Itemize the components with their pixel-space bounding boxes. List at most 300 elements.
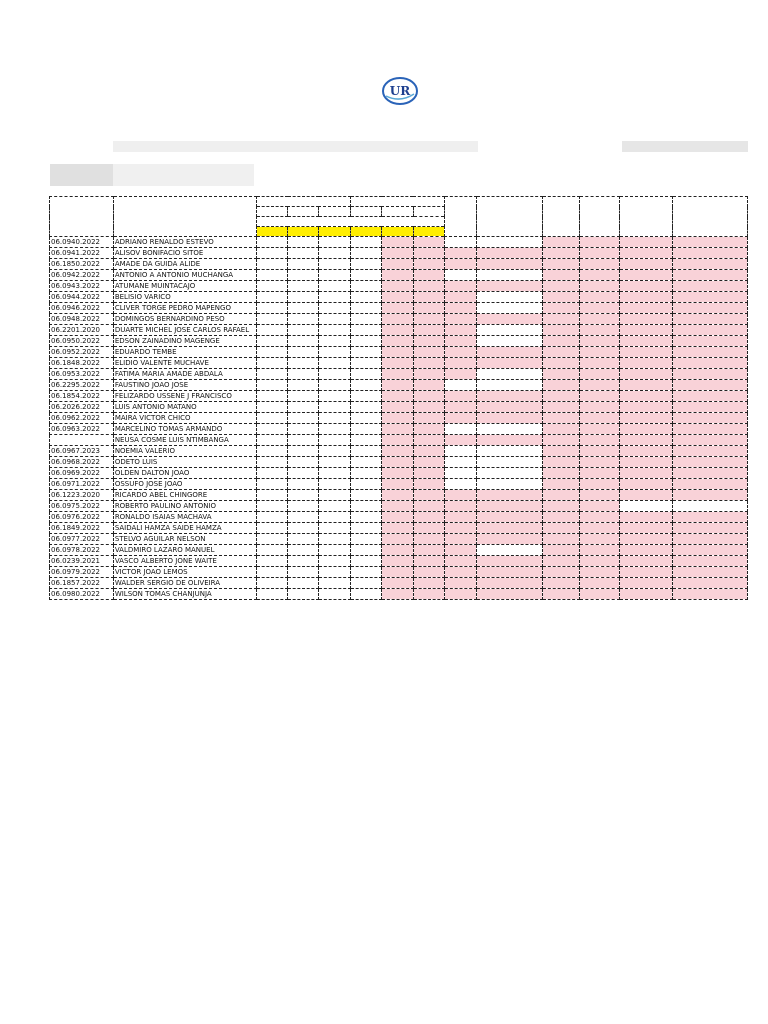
- grade-cell: [477, 490, 543, 501]
- grade-cell: [620, 281, 673, 292]
- grade-cell: [672, 523, 747, 534]
- grade-cell: [620, 237, 673, 248]
- grade-cell: [672, 402, 747, 413]
- student-code: 06.0941.2022: [50, 248, 114, 259]
- grade-cell: [350, 380, 381, 391]
- grade-cell: [579, 446, 620, 457]
- grade-cell: [543, 479, 579, 490]
- grade-cell: [672, 468, 747, 479]
- grade-cell: [288, 369, 319, 380]
- grade-cell: [319, 556, 350, 567]
- title-field: [113, 141, 478, 152]
- grade-cell: [672, 336, 747, 347]
- grade-cell: [477, 534, 543, 545]
- grade-cell: [477, 336, 543, 347]
- student-name: VICTOR JOAO LEMOS: [113, 567, 256, 578]
- grade-cell: [382, 325, 413, 336]
- grade-cell: [256, 336, 287, 347]
- student-row: [50, 424, 748, 435]
- grade-cell: [319, 391, 350, 402]
- grade-cell: [579, 248, 620, 259]
- grade-cell: [579, 303, 620, 314]
- grade-cell: [579, 435, 620, 446]
- grade-cell: [256, 292, 287, 303]
- student-name: SAIDALI HAMZA SAIDE HAMZA: [113, 523, 256, 534]
- grade-cell: [319, 413, 350, 424]
- grade-cell: [256, 237, 287, 248]
- weight-cell: [382, 227, 413, 237]
- grade-cell: [620, 545, 673, 556]
- grade-cell: [413, 369, 444, 380]
- info-label: [50, 164, 113, 186]
- grade-cell: [579, 468, 620, 479]
- student-row: [50, 358, 748, 369]
- student-code: 06.0940.2022: [50, 237, 114, 248]
- header-sub: [319, 207, 350, 217]
- grade-cell: [477, 281, 543, 292]
- student-name: VALDMIRO LAZARO MANUEL: [113, 545, 256, 556]
- grade-cell: [256, 501, 287, 512]
- header-sub: [350, 207, 381, 217]
- grade-cell: [256, 523, 287, 534]
- grade-cell: [445, 248, 477, 259]
- grade-cell: [256, 556, 287, 567]
- grade-cell: [288, 391, 319, 402]
- grade-cell: [477, 391, 543, 402]
- grade-cell: [672, 512, 747, 523]
- student-name: EDSON ZAINADINO MAGENGE: [113, 336, 256, 347]
- grade-cell: [579, 556, 620, 567]
- grade-cell: [579, 292, 620, 303]
- grade-cell: [350, 237, 381, 248]
- grade-cell: [319, 303, 350, 314]
- grade-cell: [256, 369, 287, 380]
- grade-cell: [256, 325, 287, 336]
- grade-cell: [382, 523, 413, 534]
- grade-cell: [477, 424, 543, 435]
- info-value: [113, 164, 254, 186]
- grade-cell: [319, 424, 350, 435]
- student-name: DUARTE MICHEL JOSE CARLOS RAFAEL: [113, 325, 256, 336]
- grade-cell: [477, 314, 543, 325]
- grade-cell: [543, 446, 579, 457]
- student-row: [50, 248, 748, 259]
- grade-cell: [350, 369, 381, 380]
- grade-cell: [382, 281, 413, 292]
- student-name: FATIMA MARIA AMADE ABDALA: [113, 369, 256, 380]
- grade-cell: [413, 435, 444, 446]
- grade-cell: [382, 413, 413, 424]
- header-sub: [382, 207, 413, 217]
- grade-cell: [350, 270, 381, 281]
- grade-cell: [620, 347, 673, 358]
- grade-cell: [620, 534, 673, 545]
- table-body: [50, 197, 748, 600]
- grade-cell: [579, 325, 620, 336]
- grade-cell: [445, 578, 477, 589]
- grade-cell: [288, 501, 319, 512]
- grade-cell: [477, 435, 543, 446]
- grade-cell: [477, 325, 543, 336]
- grade-cell: [256, 314, 287, 325]
- header-group-1: [256, 197, 350, 207]
- grade-cell: [579, 347, 620, 358]
- grade-cell: [319, 402, 350, 413]
- grade-cell: [350, 468, 381, 479]
- grade-cell: [543, 248, 579, 259]
- grade-cell: [445, 380, 477, 391]
- grade-cell: [350, 589, 381, 600]
- grade-cell: [620, 457, 673, 468]
- header-col-a: [445, 197, 477, 237]
- grade-cell: [672, 380, 747, 391]
- grade-cell: [413, 303, 444, 314]
- student-row: [50, 259, 748, 270]
- grade-cell: [382, 534, 413, 545]
- grade-cell: [256, 259, 287, 270]
- weight-cell: [256, 227, 287, 237]
- grade-cell: [543, 523, 579, 534]
- grade-cell: [319, 479, 350, 490]
- student-row: [50, 292, 748, 303]
- header-col-d: [579, 197, 620, 237]
- grade-cell: [256, 413, 287, 424]
- grade-cell: [288, 578, 319, 589]
- student-row: [50, 336, 748, 347]
- grade-cell: [413, 457, 444, 468]
- logo-text: UR: [389, 84, 411, 98]
- grade-cell: [620, 358, 673, 369]
- grade-cell: [288, 270, 319, 281]
- student-code: 06.0239.2021: [50, 556, 114, 567]
- student-row: [50, 523, 748, 534]
- grade-cell: [382, 259, 413, 270]
- grade-cell: [256, 534, 287, 545]
- grade-cell: [382, 402, 413, 413]
- grade-cell: [382, 446, 413, 457]
- student-row: [50, 435, 748, 446]
- student-name: WALDER SERGIO DE OLIVEIRA: [113, 578, 256, 589]
- grade-cell: [382, 248, 413, 259]
- grade-cell: [256, 490, 287, 501]
- grade-cell: [445, 501, 477, 512]
- student-row: [50, 347, 748, 358]
- grade-cell: [319, 380, 350, 391]
- student-name: FELIZARDO USSENE J FRANCISCO: [113, 391, 256, 402]
- student-code: 06.0950.2022: [50, 336, 114, 347]
- grade-cell: [413, 259, 444, 270]
- header-row: [50, 197, 748, 207]
- grade-cell: [579, 413, 620, 424]
- grade-cell: [256, 435, 287, 446]
- grade-cell: [672, 391, 747, 402]
- grade-cell: [445, 545, 477, 556]
- grade-cell: [477, 270, 543, 281]
- grade-cell: [579, 534, 620, 545]
- grade-cell: [672, 281, 747, 292]
- student-code: 06.0946.2022: [50, 303, 114, 314]
- grade-cell: [256, 578, 287, 589]
- grade-cell: [256, 468, 287, 479]
- grade-cell: [445, 523, 477, 534]
- grade-cell: [382, 589, 413, 600]
- student-code: 06.0963.2022: [50, 424, 114, 435]
- grade-cell: [382, 490, 413, 501]
- header-col-e: [620, 197, 673, 237]
- grade-cell: [256, 248, 287, 259]
- grade-cell: [413, 578, 444, 589]
- grade-cell: [620, 402, 673, 413]
- grade-cell: [543, 512, 579, 523]
- grade-cell: [620, 292, 673, 303]
- student-row: [50, 545, 748, 556]
- student-row: [50, 303, 748, 314]
- student-code: 06.0977.2022: [50, 534, 114, 545]
- grade-cell: [256, 303, 287, 314]
- grade-cell: [350, 248, 381, 259]
- grade-cell: [350, 325, 381, 336]
- grade-cell: [288, 380, 319, 391]
- grade-cell: [319, 501, 350, 512]
- grade-cell: [256, 446, 287, 457]
- grade-cell: [620, 259, 673, 270]
- grade-cell: [445, 446, 477, 457]
- grade-cell: [620, 490, 673, 501]
- grade-cell: [672, 237, 747, 248]
- grade-cell: [350, 457, 381, 468]
- grade-cell: [256, 567, 287, 578]
- grade-cell: [672, 259, 747, 270]
- grade-cell: [477, 347, 543, 358]
- grade-cell: [579, 358, 620, 369]
- grade-cell: [543, 534, 579, 545]
- grade-cell: [543, 468, 579, 479]
- grade-cell: [543, 369, 579, 380]
- grade-cell: [288, 402, 319, 413]
- grade-cell: [477, 501, 543, 512]
- grade-cell: [382, 424, 413, 435]
- grade-cell: [672, 270, 747, 281]
- grade-cell: [350, 490, 381, 501]
- grade-cell: [477, 292, 543, 303]
- grade-cell: [319, 369, 350, 380]
- grade-cell: [445, 358, 477, 369]
- grade-cell: [350, 358, 381, 369]
- grade-cell: [579, 589, 620, 600]
- student-row: [50, 512, 748, 523]
- grade-cell: [413, 281, 444, 292]
- grade-cell: [543, 270, 579, 281]
- grade-cell: [350, 567, 381, 578]
- student-code: 06.2201.2020: [50, 325, 114, 336]
- grade-cell: [620, 303, 673, 314]
- grade-cell: [445, 292, 477, 303]
- weight-cell: [288, 227, 319, 237]
- grade-cell: [477, 248, 543, 259]
- student-code: 06.0979.2022: [50, 567, 114, 578]
- grade-cell: [256, 479, 287, 490]
- grade-cell: [672, 556, 747, 567]
- grade-cell: [543, 589, 579, 600]
- grade-cell: [543, 545, 579, 556]
- grade-cell: [477, 237, 543, 248]
- grade-cell: [256, 358, 287, 369]
- grade-cell: [672, 325, 747, 336]
- grade-cell: [288, 556, 319, 567]
- weight-cell: [350, 227, 381, 237]
- student-name: RONALDO ISAIAS MACHAVA: [113, 512, 256, 523]
- grade-cell: [413, 413, 444, 424]
- grade-cell: [445, 402, 477, 413]
- grade-cell: [543, 336, 579, 347]
- grade-cell: [543, 281, 579, 292]
- header-spacer: [256, 217, 444, 227]
- grade-cell: [477, 512, 543, 523]
- header-col-c: [543, 197, 579, 237]
- grade-cell: [319, 248, 350, 259]
- grade-cell: [288, 237, 319, 248]
- grade-cell: [579, 545, 620, 556]
- grade-cell: [445, 468, 477, 479]
- grade-cell: [288, 523, 319, 534]
- grade-cell: [579, 490, 620, 501]
- grade-cell: [319, 512, 350, 523]
- grade-cell: [382, 358, 413, 369]
- grade-cell: [620, 589, 673, 600]
- student-name: OLDEN DALTON JOAO: [113, 468, 256, 479]
- grade-cell: [413, 567, 444, 578]
- student-name: ANTONIO A ANTONIO MUCHANGA: [113, 270, 256, 281]
- grade-cell: [579, 578, 620, 589]
- grade-cell: [288, 589, 319, 600]
- grade-cell: [288, 413, 319, 424]
- student-name: ATUMANE MUINTACAJO: [113, 281, 256, 292]
- grade-cell: [382, 468, 413, 479]
- grade-cell: [543, 556, 579, 567]
- weight-cell: [413, 227, 444, 237]
- grade-cell: [256, 380, 287, 391]
- student-name: BELISIO VARICO: [113, 292, 256, 303]
- grade-cell: [350, 402, 381, 413]
- grade-cell: [319, 468, 350, 479]
- grade-cell: [620, 446, 673, 457]
- grade-cell: [319, 358, 350, 369]
- grade-cell: [672, 457, 747, 468]
- grade-cell: [288, 292, 319, 303]
- grade-cell: [672, 347, 747, 358]
- header-col-b: [477, 197, 543, 237]
- grade-cell: [620, 512, 673, 523]
- grade-cell: [579, 237, 620, 248]
- grade-cell: [672, 435, 747, 446]
- grade-cell: [445, 281, 477, 292]
- grade-cell: [350, 512, 381, 523]
- grade-cell: [620, 336, 673, 347]
- grade-cell: [477, 369, 543, 380]
- grade-cell: [477, 578, 543, 589]
- grade-cell: [319, 281, 350, 292]
- grade-cell: [319, 336, 350, 347]
- grade-cell: [543, 435, 579, 446]
- student-code: 06.1223.2020: [50, 490, 114, 501]
- student-code: 06.1849.2022: [50, 523, 114, 534]
- grade-cell: [256, 347, 287, 358]
- grade-cell: [445, 457, 477, 468]
- student-code: 06.0967.2023: [50, 446, 114, 457]
- grade-cell: [319, 534, 350, 545]
- grade-cell: [445, 314, 477, 325]
- student-row: [50, 391, 748, 402]
- grade-cell: [256, 589, 287, 600]
- student-code: 06.0968.2022: [50, 457, 114, 468]
- grade-cell: [288, 479, 319, 490]
- grade-cell: [288, 512, 319, 523]
- grade-cell: [319, 545, 350, 556]
- grade-cell: [445, 336, 477, 347]
- grade-cell: [256, 281, 287, 292]
- grade-cell: [672, 589, 747, 600]
- header-col-f: [672, 197, 747, 237]
- grade-cell: [477, 556, 543, 567]
- grade-cell: [543, 457, 579, 468]
- grade-cell: [319, 325, 350, 336]
- grade-cell: [543, 578, 579, 589]
- grade-cell: [413, 248, 444, 259]
- student-code: 06.0980.2022: [50, 589, 114, 600]
- grade-cell: [382, 237, 413, 248]
- grade-cell: [288, 347, 319, 358]
- student-name: ADRIANO RENALDO ESTEVO: [113, 237, 256, 248]
- grade-cell: [579, 314, 620, 325]
- student-name: CLIVER TORGE PEDRO MAPENGO: [113, 303, 256, 314]
- student-name: MARCELINO TOMAS ARMANDO: [113, 424, 256, 435]
- grade-cell: [382, 501, 413, 512]
- grade-cell: [382, 380, 413, 391]
- grade-cell: [288, 248, 319, 259]
- grade-cell: [288, 259, 319, 270]
- grade-cell: [620, 413, 673, 424]
- student-row: [50, 457, 748, 468]
- grade-cell: [413, 545, 444, 556]
- grade-cell: [579, 336, 620, 347]
- student-code: 06.1857.2022: [50, 578, 114, 589]
- student-code: 06.0948.2022: [50, 314, 114, 325]
- student-code: 06.2026.2022: [50, 402, 114, 413]
- student-name: ROBERTO PAULINO ANTONIO: [113, 501, 256, 512]
- grade-cell: [382, 270, 413, 281]
- student-code: 06.0978.2022: [50, 545, 114, 556]
- grade-cell: [672, 501, 747, 512]
- grade-cell: [477, 523, 543, 534]
- grade-cell: [382, 292, 413, 303]
- grade-cell: [382, 336, 413, 347]
- student-row: [50, 567, 748, 578]
- grade-cell: [350, 545, 381, 556]
- grade-cell: [620, 501, 673, 512]
- grade-cell: [672, 303, 747, 314]
- grade-cell: [288, 435, 319, 446]
- grade-cell: [382, 303, 413, 314]
- grade-cell: [445, 259, 477, 270]
- grade-cell: [543, 292, 579, 303]
- grade-cell: [413, 479, 444, 490]
- date-field: [622, 141, 748, 152]
- grade-cell: [288, 325, 319, 336]
- grade-cell: [413, 380, 444, 391]
- weight-cell: [319, 227, 350, 237]
- header-sub: [413, 207, 444, 217]
- grade-cell: [445, 270, 477, 281]
